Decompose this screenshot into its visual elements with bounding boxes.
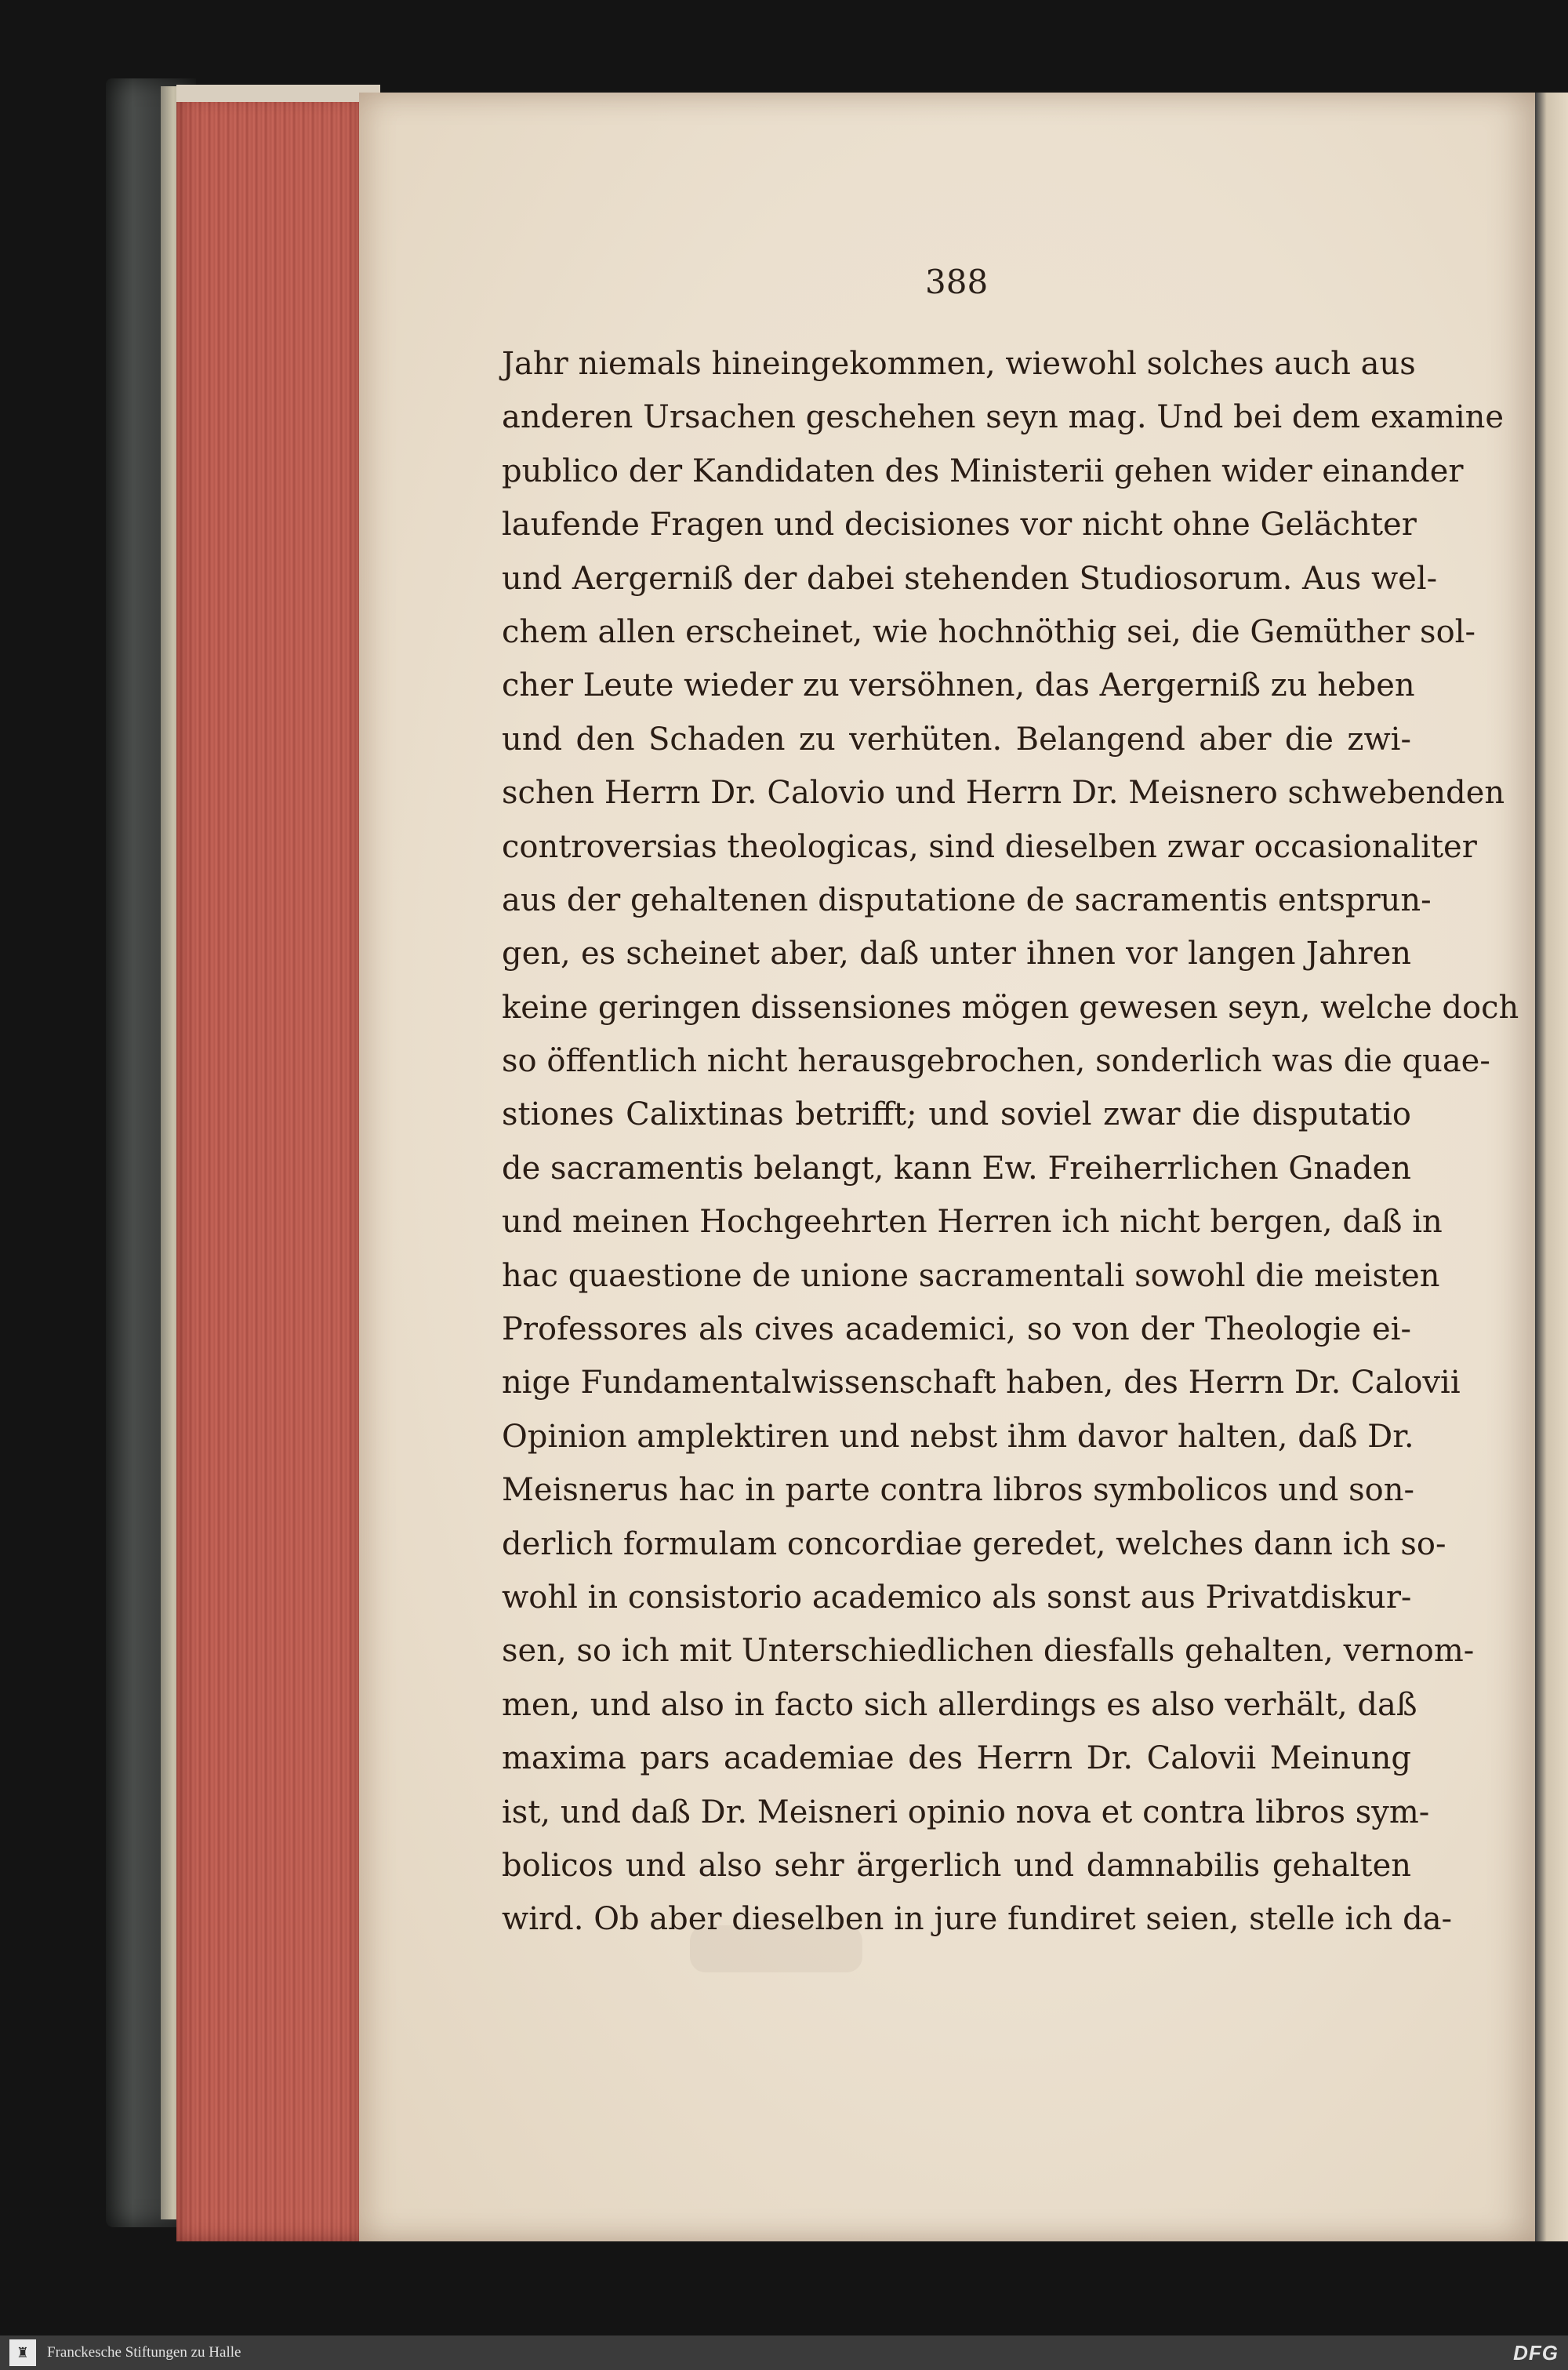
facing-page-edge (1535, 93, 1568, 2241)
text-line: Meisnerus hac in parte contra libros symbolicos und son- (502, 1472, 1414, 1509)
text-line: stiones Calixtinas betrifft; und soviel zwar die disputatio (502, 1096, 1411, 1133)
page-text (502, 337, 1519, 1947)
text-line: maxima pars academiae des Herrn Dr. Calovii Meinung (502, 1740, 1411, 1777)
text-line: wohl in consistorio academico als sonst aus Privatdiskur- (502, 1579, 1412, 1616)
text-line: ist, und daß Dr. Meisneri opinio nova et contra libros sym- (502, 1794, 1430, 1830)
text-line: und den Schaden zu verhüten. Belangend aber die zwi- (502, 721, 1411, 758)
text-line: de sacramentis belangt, kann Ew. Freiherrlichen Gnaden (502, 1150, 1411, 1187)
institution-label: Franckesche Stiftungen zu Halle (47, 2344, 241, 2361)
text-line: bolicos und also sehr ärgerlich und damnabilis gehalten (502, 1847, 1411, 1884)
text-line: derlich formulam concordiae geredet, welches dann ich so- (502, 1525, 1446, 1562)
text-line: keine geringen dissensiones mögen gewesen seyn, welche doch (502, 989, 1519, 1026)
franckesche-stiftungen-logo-icon: ♜ (9, 2339, 36, 2366)
text-line: laufende Fragen und decisiones vor nicht ohne Gelächter (502, 507, 1417, 543)
text-line: cher Leute wieder zu versöhnen, das Aergerniß zu heben (502, 667, 1415, 704)
page-edges-top (176, 85, 380, 102)
text-line: nige Fundamentalwissenschaft haben, des Herrn Dr. Calovii (502, 1365, 1461, 1401)
text-line: gen, es scheinet aber, daß unter ihnen vor langen Jahren (502, 936, 1411, 972)
page-number: 388 (925, 263, 989, 301)
text-line: wird. Ob aber dieselben in jure fundiret seien, stelle ich da- (502, 1901, 1453, 1938)
viewer-footer (0, 2335, 1568, 2370)
text-line: Opinion amplektiren und nebst ihm davor halten, daß Dr. (502, 1418, 1414, 1455)
text-line: sen, so ich mit Unterschiedlichen diesfalls gehalten, vernom- (502, 1633, 1475, 1670)
text-line: controversias theologicas, sind dieselben zwar occasionaliter (502, 828, 1477, 865)
text-line: men, und also in facto sich allerdings es also verhält, daß (502, 1686, 1417, 1723)
text-line: Professores als cives academici, so von der Theologie ei- (502, 1311, 1411, 1348)
text-line: und meinen Hochgeehrten Herren ich nicht bergen, daß in (502, 1204, 1443, 1241)
text-line: so öffentlich nicht herausgebrochen, sonderlich was die quae- (502, 1043, 1490, 1080)
page-edges (176, 93, 365, 2241)
text-line: und Aergerniß der dabei stehenden Studiosorum. Aus wel- (502, 560, 1438, 597)
text-line: anderen Ursachen geschehen seyn mag. Und bei dem examine (502, 399, 1504, 436)
text-line: aus der gehaltenen disputatione de sacramentis entsprun- (502, 881, 1432, 918)
text-line: Jahr niemals hineingekommen, wiewohl solches auch aus (502, 346, 1416, 382)
text-line: schen Herrn Dr. Calovio und Herrn Dr. Meisnero schwebenden (502, 775, 1505, 812)
text-line: hac quaestione de unione sacramentali sowohl die meisten (502, 1257, 1440, 1294)
text-line: chem allen erscheinet, wie hochnöthig sei, die Gemüther sol- (502, 613, 1475, 650)
dfg-logo: DFG (1513, 2341, 1559, 2365)
text-line: publico der Kandidaten des Ministerii gehen wider einander (502, 453, 1464, 489)
